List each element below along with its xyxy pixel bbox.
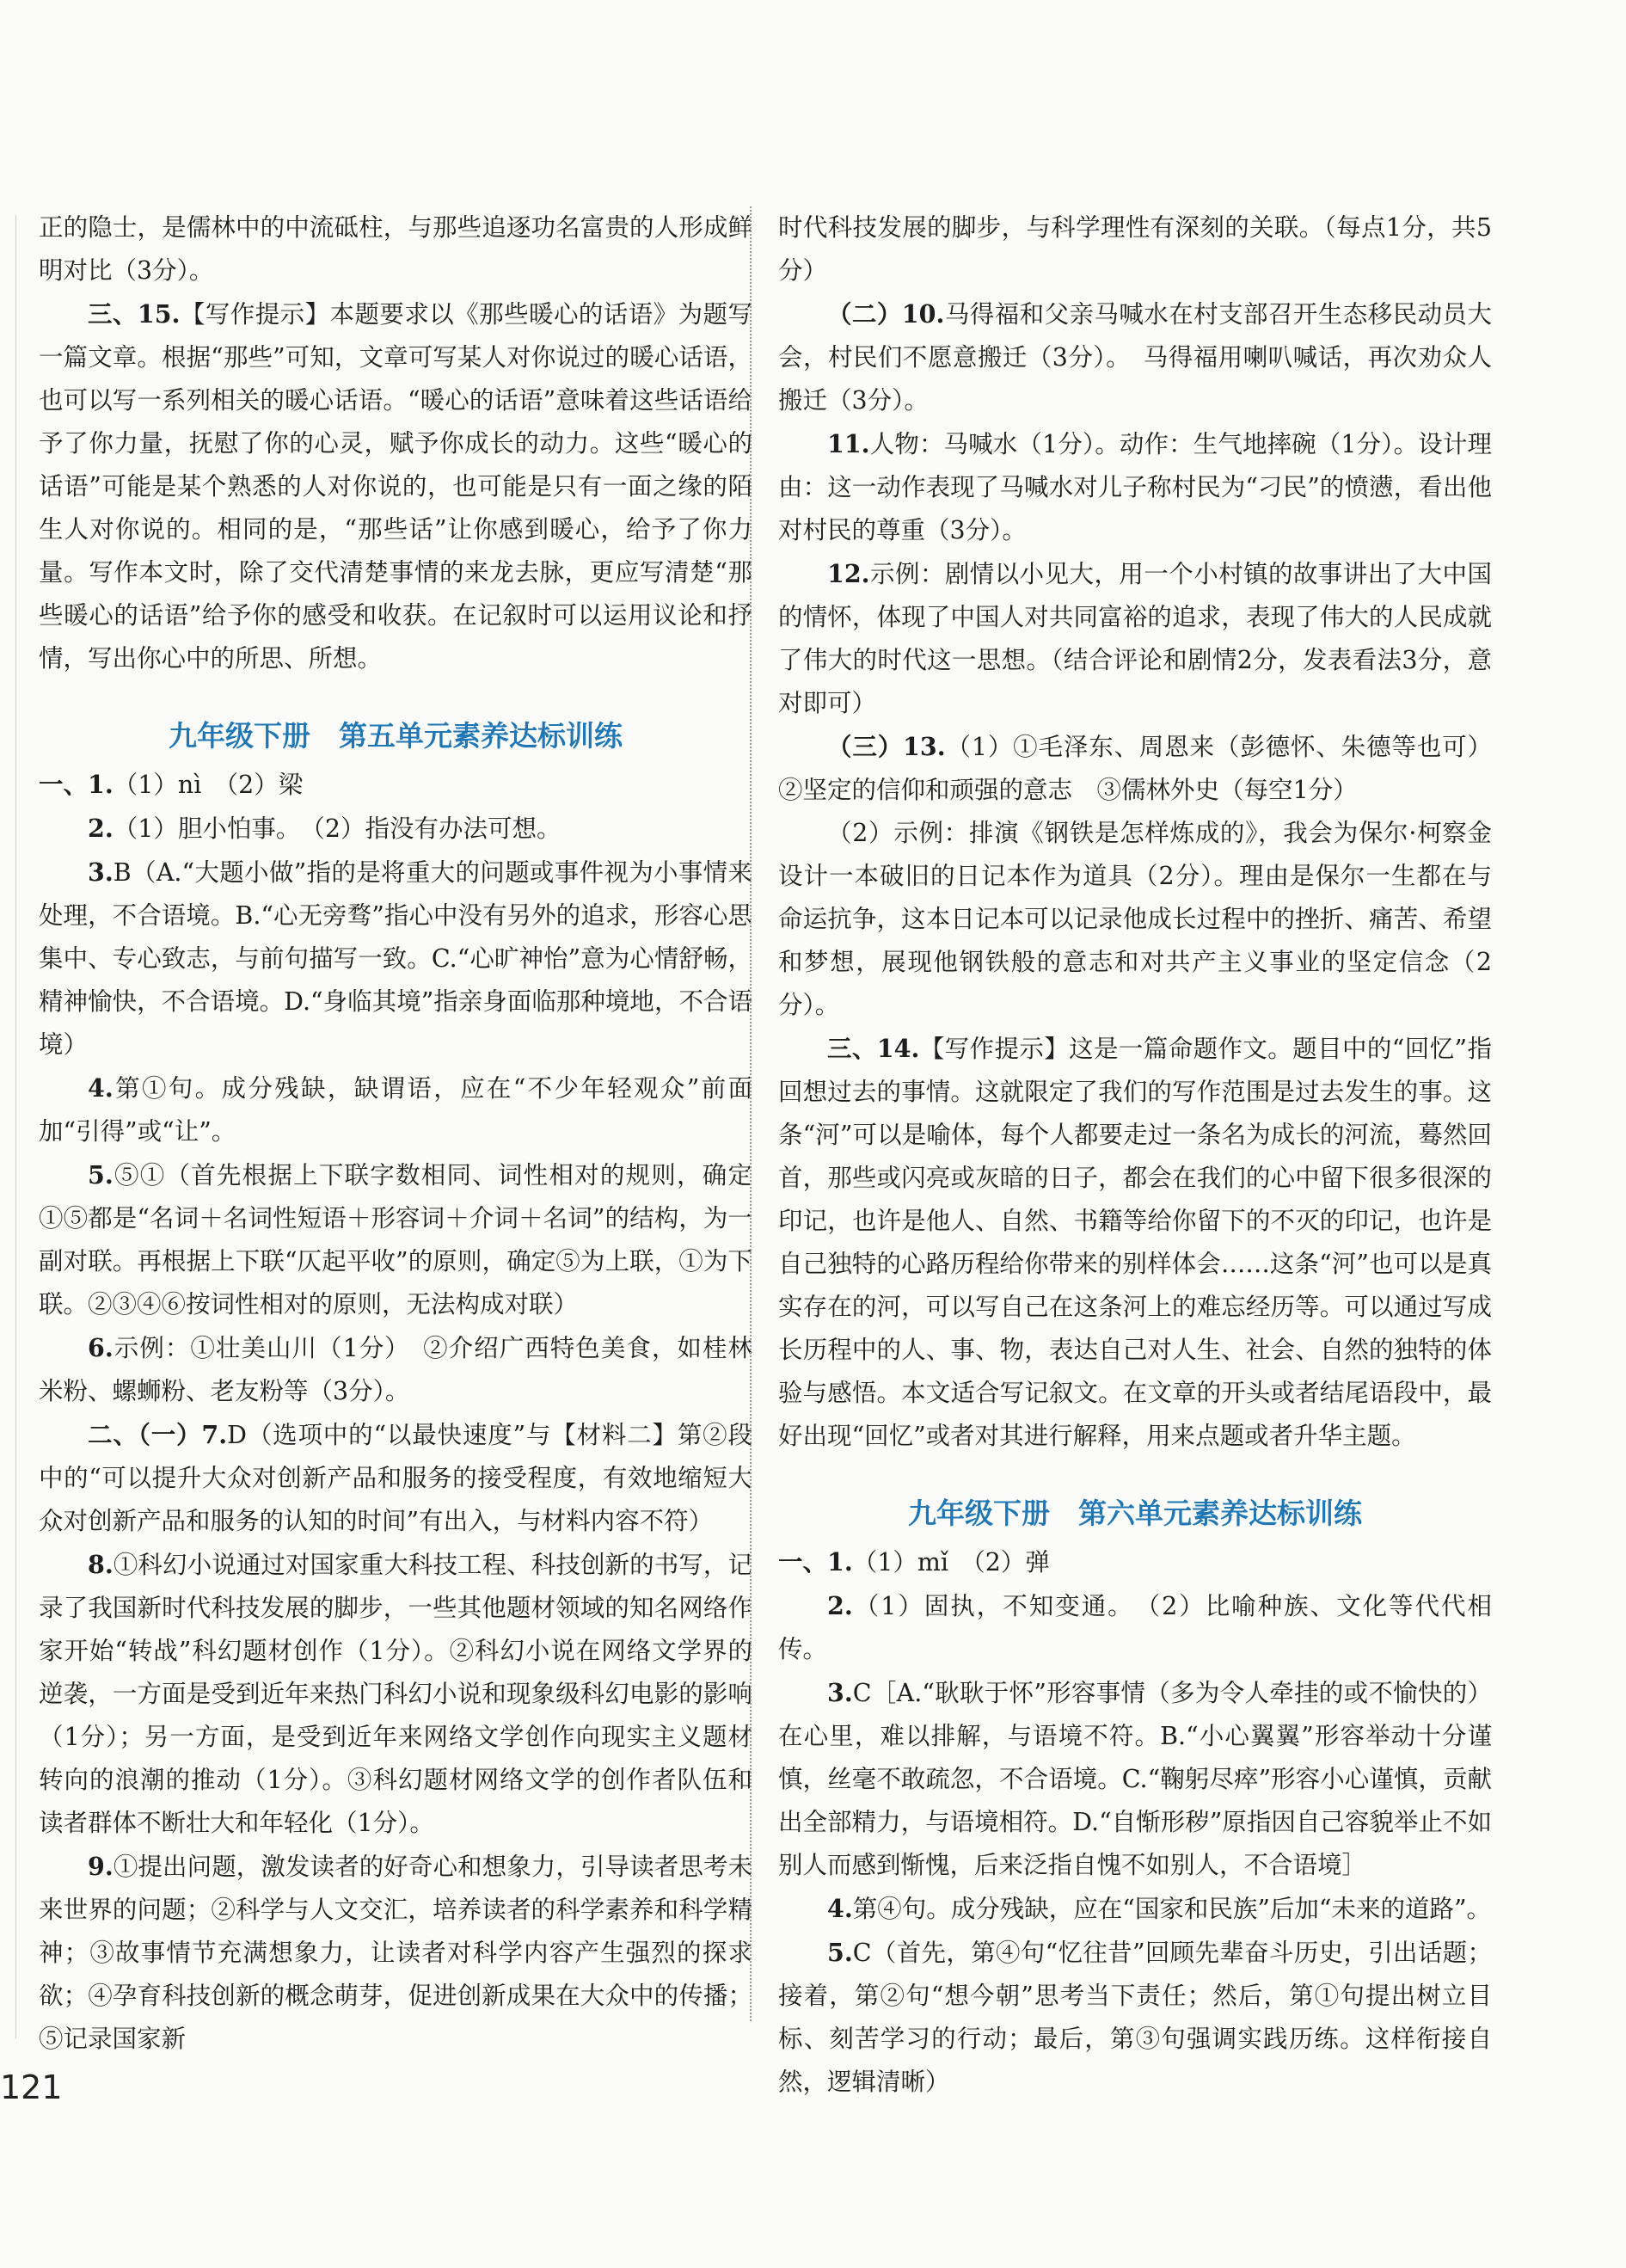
answer-paragraph — [39, 1845, 752, 2061]
answer-paragraph — [778, 422, 1492, 552]
question-number: 8. — [88, 1550, 114, 1579]
answer-text: 时代科技发展的脚步，与科学理性有深刻的关联。（每点1分，共5分） — [778, 213, 1492, 285]
answer-text: （1）nì （2）梁 — [113, 771, 304, 799]
question-number: 三、14. — [827, 1034, 920, 1063]
question-number: 3. — [88, 857, 114, 887]
answer-text: B（A.“大题小做”指的是将重大的问题或事件视为小事情来处理，不合语境。B.“心无旁骛”指心中没有另外的追求，形容心思集中、专心致志，与前句描写一致。C.“心旷神怡”意为心情舒畅，精神愉快，不合语境。D.“身临其境”指亲身面临那种境地，不合语境） — [39, 858, 752, 1059]
page-edge-line — [15, 215, 16, 2038]
answer-paragraph — [778, 206, 1492, 292]
answer-paragraph — [778, 1931, 1492, 2104]
question-number: 12. — [827, 559, 870, 588]
question-number: 6. — [88, 1333, 114, 1362]
question-number: 5. — [88, 1160, 114, 1189]
answer-paragraph — [39, 292, 752, 680]
question-number: （二）10. — [827, 299, 945, 329]
question-number: 3. — [827, 1678, 853, 1707]
answer-text: C（首先，第④句“忆往昔”回顾先辈奋斗历史，引出话题；接着，第②句“想今朝”思考当下责任；然后，第①句提出树立目标、刻苦学习的行动；最后，第③句强调实践历练。这样衔接自然，逻辑清晰） — [778, 1939, 1492, 2096]
left-column — [39, 206, 752, 2061]
page-number: 121 — [0, 2068, 63, 2106]
answer-text: （1）①毛泽东、周恩来（彭德怀、朱德等也可）②坚定的信仰和顽强的意志 ③儒林外史（每空1分） — [778, 733, 1492, 804]
question-number: 4. — [88, 1073, 114, 1103]
question-number: 三、15. — [88, 299, 181, 329]
answer-text: ⑤①（首先根据上下联字数相同、词性相对的规则，确定①⑤都是“名词＋名词性短语＋形容词＋介词＋名词”的结构，为一副对联。再根据上下联“仄起平收”的原则，确定⑤为上联，①为下联。②③④⑥按词性相对的原则，无法构成对联） — [39, 1161, 752, 1318]
answer-text: 正的隐士，是儒林中的中流砥柱，与那些追逐功名富贵的人形成鲜明对比（3分）。 — [39, 213, 752, 285]
question-number: 4. — [827, 1894, 853, 1923]
answer-paragraph — [39, 1543, 752, 1845]
right-column — [778, 206, 1492, 2104]
answer-paragraph — [39, 1153, 752, 1326]
answer-text: 第①句。成分残缺，缺谓语，应在“不少年轻观众”前面加“引得”或“让”。 — [39, 1074, 752, 1146]
answer-paragraph — [778, 1887, 1492, 1931]
answer-text: 示例：①壮美山川（1分） ②介绍广西特色美食，如桂林米粉、螺蛳粉、老友粉等（3分）。 — [39, 1334, 752, 1405]
answer-paragraph — [778, 552, 1492, 725]
answer-text: （2）示例：排演《钢铁是怎样炼成的》，我会为保尔·柯察金设计一本破旧的日记本作为道具（2分）。理由是保尔一生都在与命运抗争，这本日记本可以记录他成长过程中的挫折、痛苦、希望和梦想，展现他钢铁般的意志和对共产主义事业的坚定信念（2分）。 — [778, 819, 1492, 1019]
answer-paragraph — [39, 1066, 752, 1153]
question-number: 二、（一）7. — [88, 1420, 228, 1449]
answer-paragraph — [778, 1671, 1492, 1887]
question-number: 2. — [88, 814, 114, 843]
answer-paragraph — [39, 807, 752, 851]
question-number: 2. — [827, 1591, 853, 1620]
answer-text: （1）mǐ （2）弹 — [852, 1548, 1050, 1577]
question-number: 5. — [827, 1938, 853, 1967]
answer-paragraph — [778, 1584, 1492, 1671]
answer-text: 第④句。成分残缺，应在“国家和民族”后加“未来的道路”。 — [852, 1895, 1492, 1923]
column-divider — [750, 206, 752, 2021]
answer-paragraph — [39, 1326, 752, 1413]
answer-text: 马得福和父亲马喊水在村支部召开生态移民动员大会，村民们不愿意搬迁（3分）。 马得福用喇叭喊话，再次劝众人搬迁（3分）。 — [778, 300, 1492, 415]
answer-paragraph — [778, 725, 1492, 812]
answer-text: 【写作提示】这是一篇命题作文。题目中的“回忆”指回想过去的事情。这就限定了我们的写作范围是过去发生的事。这条“河”可以是喻体，每个人都要走过一条名为成长的河流，蓦然回首，那些或闪亮或灰暗的日子，都会在我们的心中留下很多很深的印记，也许是他人、自然、书籍等给你留下的不灭的印记，也许是自己独特的心路历程给你带来的别样体会……这条“河”也可以是真实存在的河，可以写自己在这条河上的难忘经历等。可以通过写成长历程中的人、事、物，表达自己对人生、社会、自然的独特的体验与感悟。本文适合写记叙文。在文章的开头或者结尾语段中，最好出现“回忆”或者对其进行解释，用来点题或者升华主题。 — [778, 1035, 1492, 1450]
answer-paragraph — [39, 763, 752, 807]
answer-text: D（选项中的“以最快速度”与【材料二】第②段中的“可以提升大众对创新产品和服务的接受程度，有效地缩短大众对创新产品和服务的认知的时间”有出入，与材料内容不符） — [39, 1421, 752, 1535]
answer-text: （1）胆小怕事。 （2）指没有办法可想。 — [113, 814, 561, 843]
section-heading: 九年级下册 第六单元素养达标训练 — [908, 1497, 1362, 1530]
question-number: 一、1. — [39, 770, 114, 799]
answer-text: 【写作提示】本题要求以《那些暖心的话语》为题写一篇文章。根据“那些”可知，文章可写某人对你说过的暖心话语，也可以写一系列相关的暖心话语。“暖心的话语”意味着这些话语给予了你力量，抚慰了你的心灵，赋予你成长的动力。这些“暖心的话语”可能是某个熟悉的人对你说的，也可能是只有一面之缘的陌生人对你说的。相同的是，“那些话”让你感到暖心，给予了你力量。写作本文时，除了交代清楚事情的来龙去脉，更应写清楚“那些暖心的话语”给予你的感受和收获。在记叙时可以运用议论和抒情，写出你心中的所思、所想。 — [39, 300, 752, 673]
answer-text: 人物：马喊水（1分）。动作：生气地摔碗（1分）。设计理由：这一动作表现了马喊水对儿子称村民为“刁民”的愤懑，看出他对村民的尊重（3分）。 — [778, 430, 1492, 544]
answer-text: 示例：剧情以小见大，用一个小村镇的故事讲出了大中国的情怀，体现了中国人对共同富裕的追求，表现了伟大的人民成就了伟大的时代这一思想。（结合评论和剧情2分，发表看法3分，意对即可） — [778, 560, 1492, 717]
question-number: 9. — [88, 1852, 114, 1881]
question-number: 一、1. — [778, 1547, 853, 1577]
question-number: （三）13. — [827, 732, 946, 761]
answer-paragraph — [778, 1540, 1492, 1584]
question-number: 11. — [827, 429, 870, 458]
answer-text: ①科幻小说通过对国家重大科技工程、科技创新的书写，记录了我国新时代科技发展的脚步，一些其他题材领域的知名网络作家开始“转战”科幻题材创作（1分）。②科幻小说在网络文学界的逆袭，一方面是受到近年来热门科幻小说和现象级科幻电影的影响（1分）；另一方面，是受到近年来网络文学创作向现实主义题材转向的浪潮的推动（1分）。③科幻题材网络文学的创作者队伍和读者群体不断壮大和年轻化（1分）。 — [39, 1551, 752, 1837]
answer-paragraph — [778, 292, 1492, 422]
answer-paragraph — [778, 1027, 1492, 1458]
answer-paragraph — [39, 851, 752, 1066]
answer-paragraph — [778, 812, 1492, 1027]
section-heading: 九年级下册 第五单元素养达标训练 — [169, 719, 623, 753]
answer-paragraph — [39, 206, 752, 292]
answer-text: （1）固执，不知变通。 （2）比喻种族、文化等代代相传。 — [778, 1592, 1492, 1663]
answer-text: ①提出问题，激发读者的好奇心和想象力，引导读者思考未来世界的问题；②科学与人文交汇，培养读者的科学素养和科学精神；③故事情节充满想象力，让读者对科学内容产生强烈的探求欲；④孕育科技创新的概念萌芽，促进创新成果在大众中的传播；⑤记录国家新 — [39, 1853, 752, 2053]
answer-text: C［A.“耿耿于怀”形容事情（多为令人牵挂的或不愉快的）在心里，难以排解，与语境不符。B.“小心翼翼”形容举动十分谨慎，丝毫不敢疏忽，不合语境。C.“鞠躬尽瘁”形容小心谨慎，贡献出全部精力，与语境相符。D.“自惭形秽”原指因自己容貌举止不如别人而感到惭愧，后来泛指自愧不如别人，不合语境］ — [778, 1679, 1492, 1879]
answer-paragraph — [39, 1413, 752, 1543]
